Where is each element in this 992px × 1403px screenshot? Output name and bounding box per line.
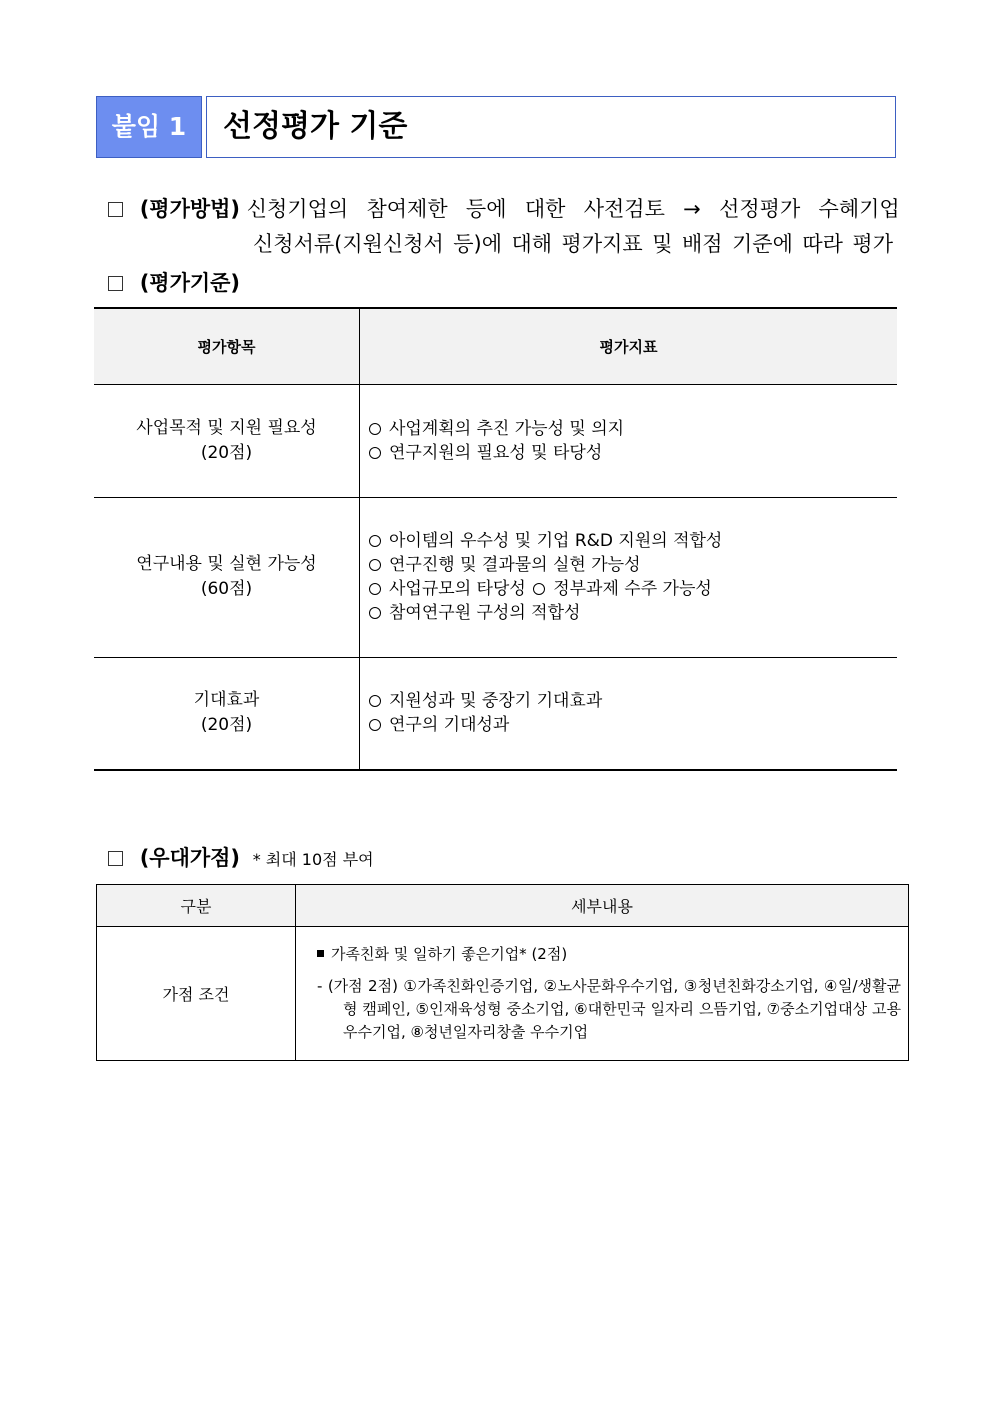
header-division: 구분: [97, 885, 296, 927]
page-title: 선정평가 기준: [223, 109, 408, 144]
indicator-item: 연구의 기대성과: [369, 713, 897, 737]
attachment-badge: 붙임 1: [96, 96, 202, 158]
header-detail: 세부내용: [296, 885, 909, 927]
preference-item-title: 가족친화 및 일하기 좋은기업* (2점): [317, 943, 901, 966]
square-bullet-icon: [317, 950, 324, 957]
header-indicator: 평가지표: [360, 308, 898, 384]
method-line-2: [253, 228, 893, 258]
category-name: 연구내용 및 실현 가능성: [136, 554, 317, 574]
category-score: (20점): [200, 442, 253, 463]
circle-bullet-icon: [533, 583, 545, 595]
table-row: [94, 657, 897, 770]
table-header-row: [94, 308, 897, 384]
category-cell: [94, 497, 360, 657]
circle-bullet-icon: [369, 535, 381, 547]
header-category: 평가항목: [94, 308, 360, 384]
criteria-heading: (평가기준): [139, 271, 241, 295]
preference-category: 가점 조건: [97, 927, 296, 1061]
preference-item-detail: - (가점 2점) ①가족친화인증기업, ②노사문화우수기업, ③청년친화강소기업, ④일/생활균형 캠페인, ⑤인재육성형 중소기업, ⑥대한민국 일자리 으뜸기업, ⑦중소기업대상 고용우수기업, ⑧청년일자리창출 우수기업: [317, 977, 901, 1041]
indicator-cell: [360, 497, 898, 657]
checkbox-square-icon: [108, 851, 123, 866]
circle-bullet-icon: [369, 695, 381, 707]
method-line-1: [108, 193, 900, 223]
category-name: 기대효과: [193, 690, 260, 711]
preference-note: * 최대 10점 부여: [252, 850, 374, 869]
indicator-cell: [360, 384, 898, 497]
indicator-item: 지원성과 및 중장기 기대효과: [369, 689, 897, 713]
table-row: [94, 384, 897, 497]
preference-heading: (우대가점): [139, 846, 241, 870]
method-text-1: 신청기업의 참여제한 등에 대한 사전검토 → 선정평가 수혜기업: [246, 197, 900, 221]
indicator-cell: [360, 657, 898, 770]
checkbox-square-icon: [108, 202, 123, 217]
indicator-item: 아이템의 우수성 및 기업 R&D 지원의 적합성: [369, 529, 897, 553]
circle-bullet-icon: [369, 447, 381, 459]
circle-bullet-icon: [369, 719, 381, 731]
preference-detail-cell: [296, 927, 909, 1061]
method-heading: (평가방법): [139, 197, 241, 221]
evaluation-table: [94, 307, 897, 771]
indicator-item: 사업규모의 타당성 정부과제 수주 가능성: [369, 577, 897, 601]
circle-bullet-icon: [369, 583, 381, 595]
category-cell: [94, 384, 360, 497]
indicator-item: 사업계획의 추진 가능성 및 의지: [369, 417, 897, 441]
circle-bullet-icon: [369, 607, 381, 619]
title-row: [96, 96, 896, 158]
preference-heading-line: [108, 842, 374, 872]
checkbox-square-icon: [108, 276, 123, 291]
table-row: [97, 927, 909, 1061]
category-name: 사업목적 및 지원 필요성: [136, 417, 317, 438]
title-box: [206, 96, 896, 158]
category-cell: [94, 657, 360, 770]
preference-table: [96, 884, 909, 1061]
indicator-item: 참여연구원 구성의 적합성: [369, 601, 897, 625]
table-header-row: [97, 885, 909, 927]
method-text-2: 신청서류(지원신청서 등)에 대해 평가지표 및 배점 기준에 따라 평가: [253, 232, 893, 256]
indicator-item: 연구지원의 필요성 및 타당성: [369, 441, 897, 465]
circle-bullet-icon: [369, 423, 381, 435]
circle-bullet-icon: [369, 559, 381, 571]
criteria-heading-line: [108, 267, 240, 297]
table-row: [94, 497, 897, 657]
indicator-item: 연구진행 및 결과물의 실현 가능성: [369, 553, 897, 577]
category-score: (20점): [200, 715, 253, 736]
category-score: (60점): [200, 579, 253, 599]
